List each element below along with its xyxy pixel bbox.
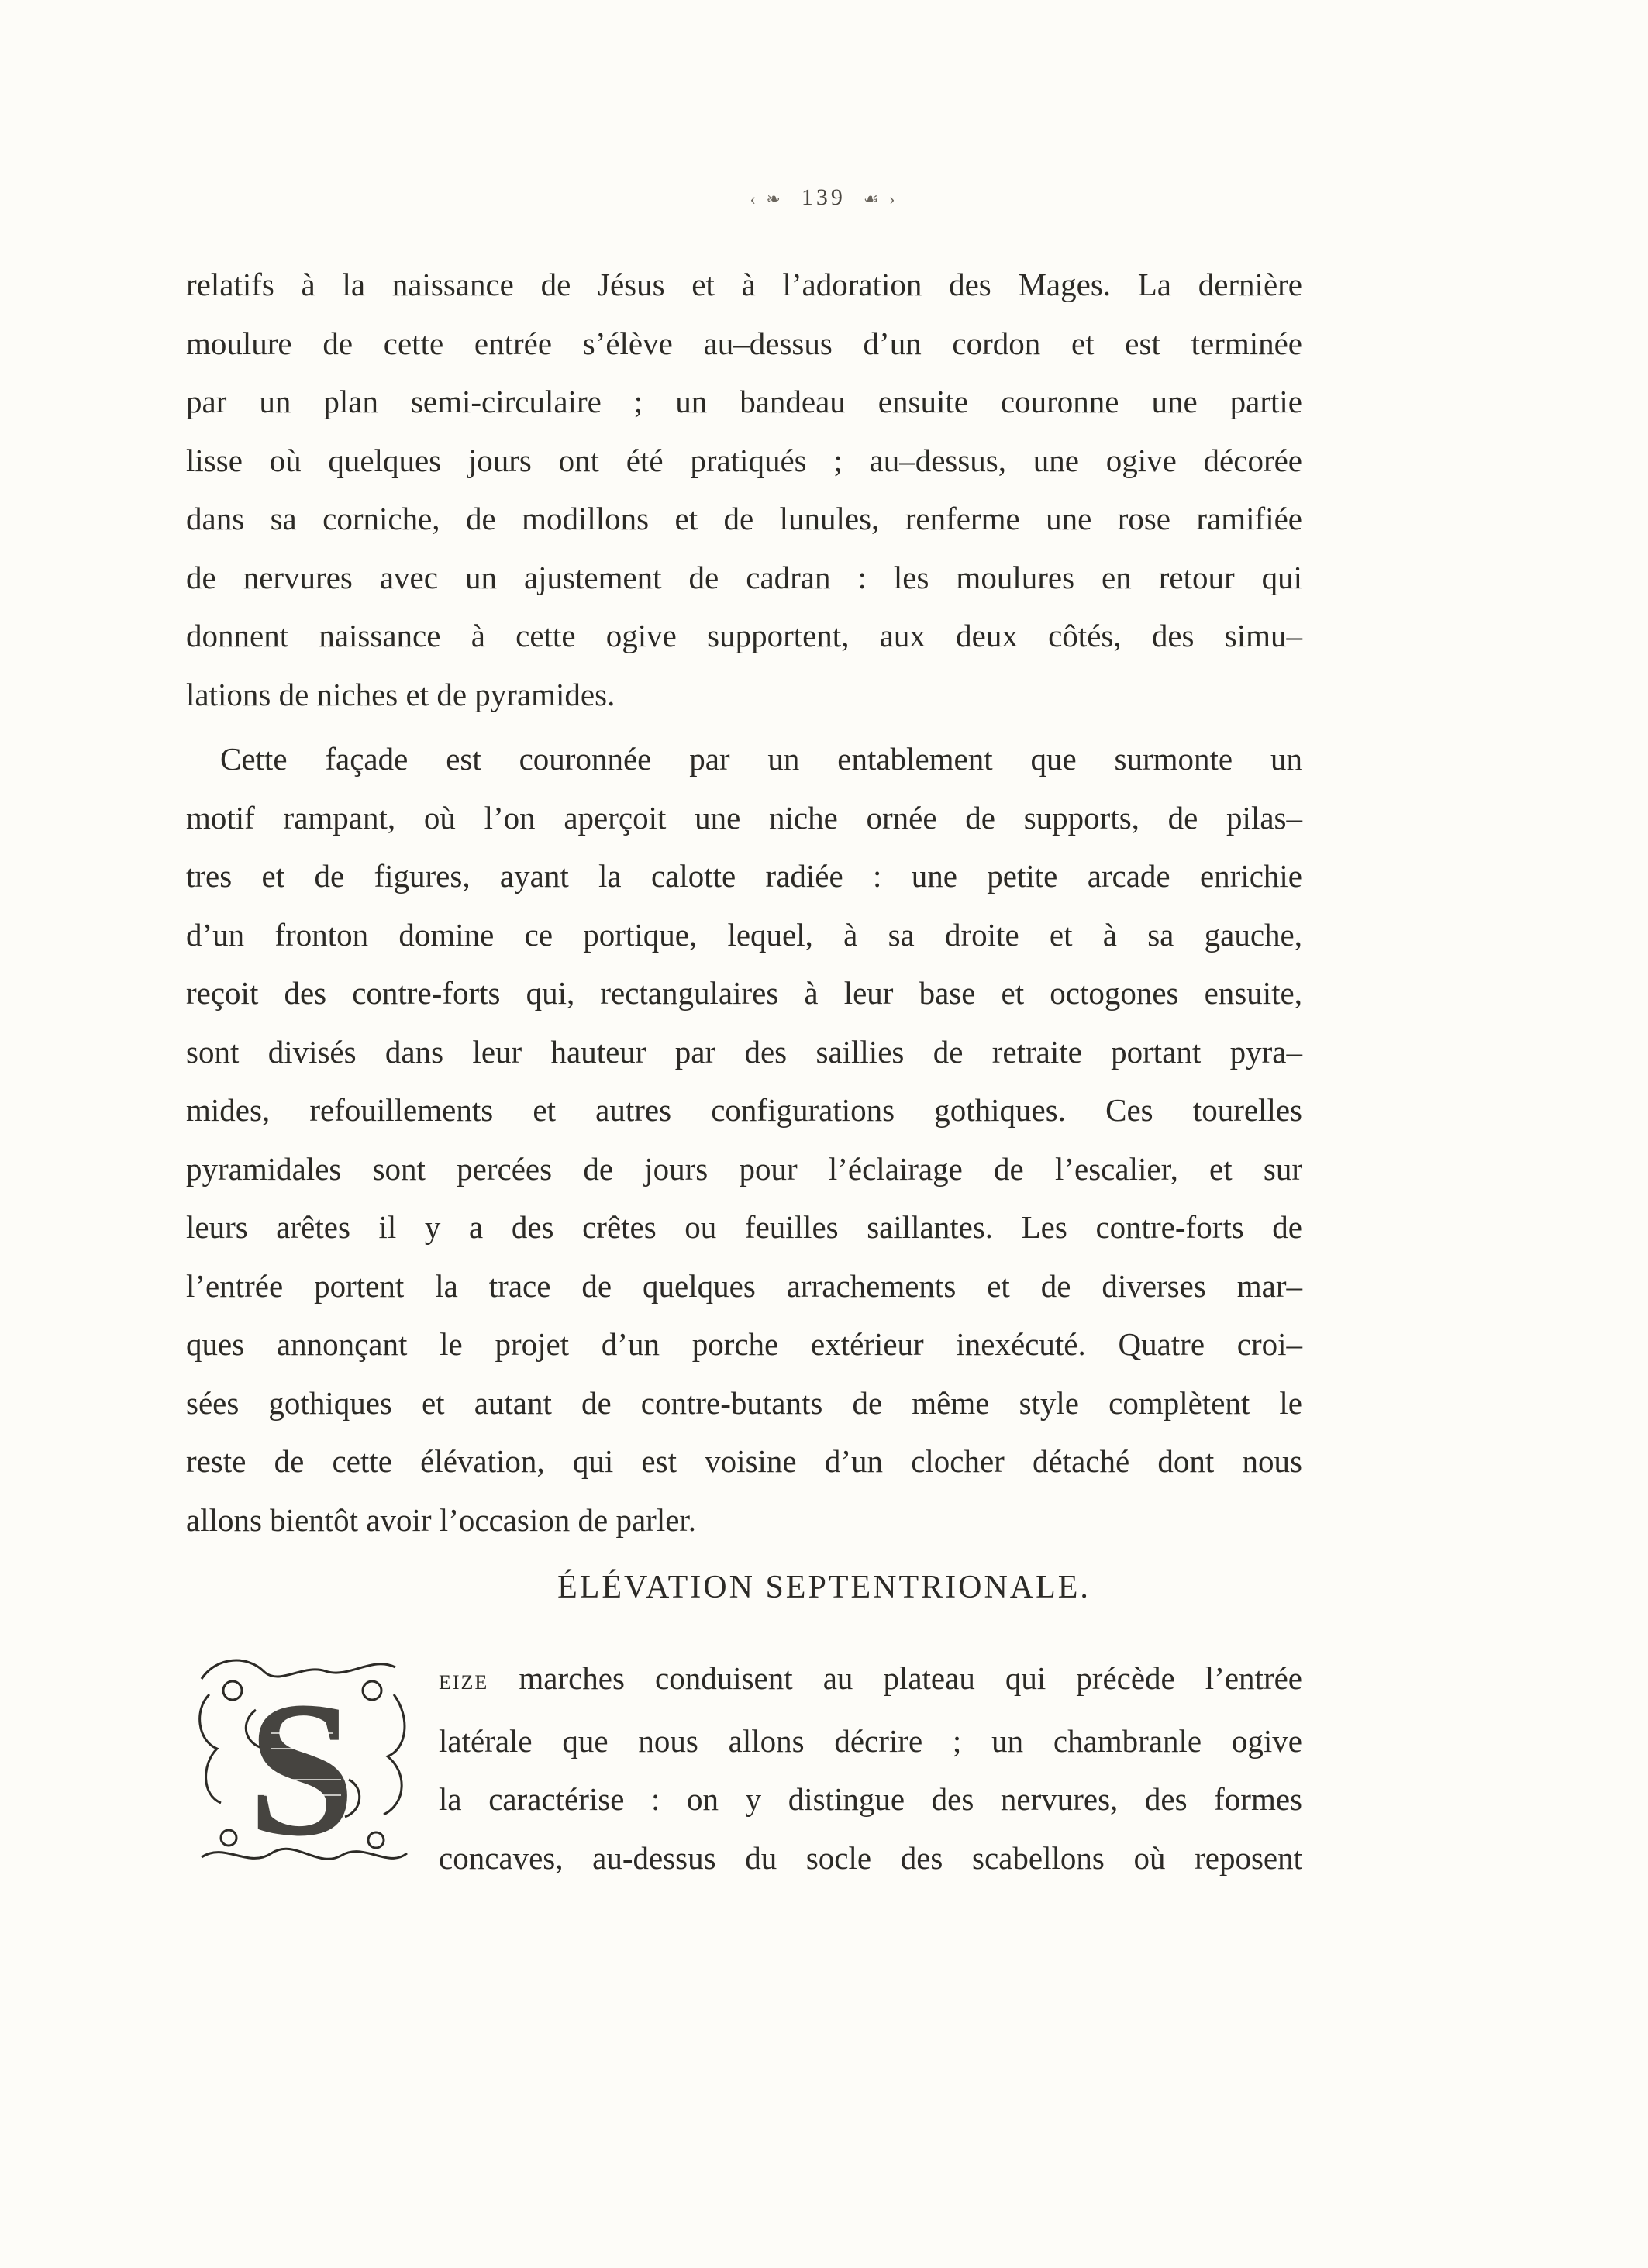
- folio-left-ornament: ‹ ❧: [750, 189, 784, 209]
- text-line: donnent naissance à cette ogive supportent, aux deux côtés, des simu–: [186, 618, 1302, 653]
- text-line: tres et de figures, ayant la calotte radiée : une petite arcade enrichie: [186, 858, 1302, 894]
- text-line: reste de cette élévation, qui est voisine d’un clocher détaché dont nous: [186, 1443, 1302, 1479]
- text-line: motif rampant, où l’on aperçoit une niche ornée de supports, de pilas–: [186, 799, 1302, 836]
- text-line: dans sa corniche, de modillons et de lunules, renferme une rose ramifiée: [186, 501, 1302, 536]
- text-line: de nervures avec un ajustement de cadran : les moulures en retour qui: [186, 559, 1302, 595]
- text-line: sées gothiques et autant de contre-butants de même style complètent le: [186, 1384, 1302, 1421]
- text-line: relatifs à la naissance de Jésus et à l’adoration des Mages. La dernière: [186, 267, 1302, 302]
- text-line: la caractérise : on y distingue des nervures, des formes: [439, 1781, 1302, 1817]
- folio-right-ornament: ☙ ›: [863, 189, 898, 209]
- text-line: mides, refouillements et autres configurations gothiques. Ces tourelles: [186, 1092, 1302, 1128]
- text-line: leurs arêtes il y a des crêtes ou feuilles saillantes. Les contre-forts de: [186, 1209, 1302, 1245]
- drop-cap-continuation: EIZE: [439, 1671, 489, 1694]
- text-line: concaves, au-dessus du socle des scabellons où reposent: [439, 1839, 1302, 1876]
- text-line: l’entrée portent la trace de quelques arrachements et de diverses mar–: [186, 1267, 1302, 1304]
- ornamental-drop-cap: [186, 1648, 417, 1879]
- text-line: reçoit des contre-forts qui, rectangulaires à leur base et octogones ensuite,: [186, 975, 1302, 1011]
- text-line: lisse où quelques jours ont été pratiqués ; au–dessus, une ogive décorée: [186, 442, 1302, 478]
- text-line: pyramidales sont percées de jours pour l’éclairage de l’escalier, et sur: [186, 1150, 1302, 1187]
- text-line: [439, 1649, 1302, 1712]
- text-line: latérale que nous allons décrire ; un chambranle ogive: [439, 1722, 1302, 1759]
- text-line: par un plan semi-circulaire ; un bandeau ensuite couronne une partie: [186, 384, 1302, 419]
- text-line-rest: marches conduisent au plateau qui précède l’entrée: [488, 1660, 1302, 1696]
- drop-cap-s-icon: [186, 1648, 417, 1879]
- text-line: moulure de cette entrée s’élève au–dessus d’un cordon et est terminée: [186, 325, 1302, 361]
- page-number: [0, 184, 1648, 211]
- paragraph-2: [186, 730, 1302, 1549]
- text-line: allons bientôt avoir l’occasion de parler.: [186, 1501, 697, 1538]
- text-line: d’un fronton domine ce portique, lequel, à sa droite et à sa gauche,: [186, 916, 1302, 953]
- section-heading: ÉLÉVATION SEPTENTRIONALE.: [557, 1570, 1091, 1605]
- folio-number: 139: [801, 184, 846, 210]
- paragraph-3: [439, 1649, 1302, 1887]
- text-line: lations de niches et de pyramides.: [186, 676, 615, 712]
- text-line: ques annonçant le projet d’un porche extérieur inexécuté. Quatre croi–: [186, 1326, 1302, 1362]
- text-line: sont divisés dans leur hauteur par des saillies de retraite portant pyra–: [186, 1033, 1302, 1070]
- text-line: Cette façade est couronnée par un entablement que surmonte un: [220, 741, 1302, 777]
- drop-cap-letter: S: [247, 1662, 356, 1877]
- paragraph-1: [186, 256, 1302, 724]
